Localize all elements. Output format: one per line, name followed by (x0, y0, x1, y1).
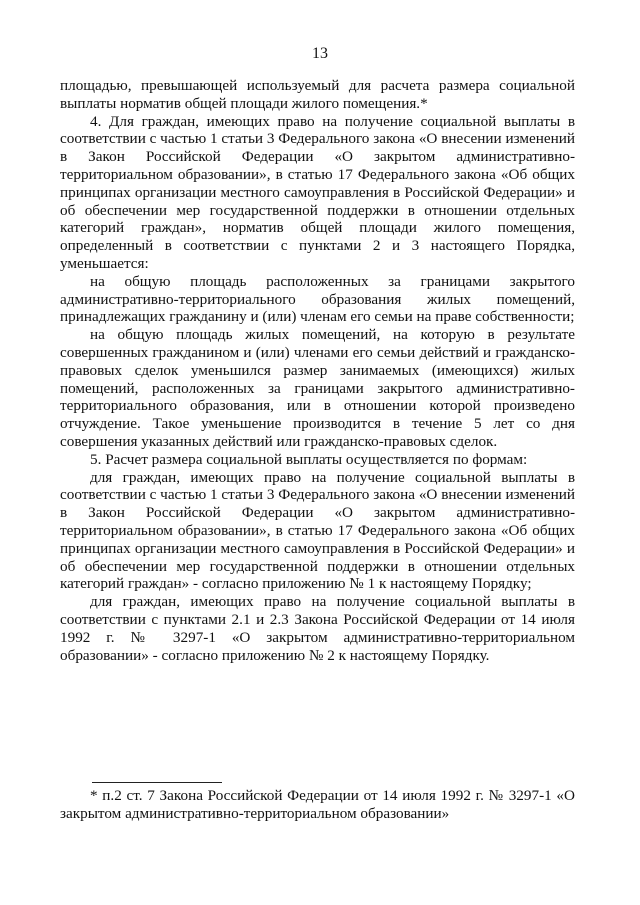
footnote-separator (92, 782, 222, 783)
paragraph-form-appendix-1: для граждан, имеющих право на получение социальной выплаты в соответствии с частью 1 статьи 3 Федерального закона «О внесении изменений в Закон Российской Федерации «О закрытом административно-территориальном образовании», в статью 17 Федерального закона «Об общих принципах организации местного самоуправления в Российской Федерации» и об обеспечении мер государственной поддержки в отношении отдельных категорий граждан» - согласно приложению № 1 к настоящему Порядку; (60, 468, 575, 593)
paragraph-reduction-transactions: на общую площадь жилых помещений, на которую в результате совершенных гражданином и (или) членами его семьи действий и гражданско-правовых сделок уменьшился размер занимаемых (имеющихся) жилых помещений, расположенных за границами закрытого административно-территориального образования, или в отношении которой произведено отчуждение. Такое уменьшение производится в течение 5 лет со дня совершения указанных действий или гражданско-правовых сделок. (60, 326, 575, 450)
page-number: 13 (312, 45, 328, 62)
paragraph-item-5: 5. Расчет размера социальной выплаты осуществляется по формам: (90, 450, 528, 468)
paragraph-item-4: 4. Для граждан, имеющих право на получение социальной выплаты в соответствии с частью 1 статьи 3 Федерального закона «О внесении изменений в Закон Российской Федерации «О закрытом административно-территориальном образовании», в статью 17 Федерального закона «Об общих принципах организации местного самоуправления в Российской Федерации» и об обеспечении мер государственной поддержки в отношении отдельных категорий граждан», норматив общей площади жилого помещения, определенный в соответствии с пунктами 2 и 3 настоящего Порядка, уменьшается: (60, 112, 575, 272)
paragraph-continuation: площадью, превышающей используемый для расчета размера социальной выплаты норматив общей площади жилого помещения.* (60, 77, 575, 112)
paragraph-reduction-area-outside: на общую площадь расположенных за границами закрытого административно-территориального образования жилых помещений, принадлежащих гражданину и (или) членам его семьи на праве собственности; (60, 272, 575, 326)
footnote (60, 787, 575, 823)
footnote-text: * п.2 ст. 7 Закона Российской Федерации от 14 июля 1992 г. № 3297-1 «О закрытом административно-территориальном образовании» (60, 787, 575, 822)
paragraph-form-appendix-2: для граждан, имеющих право на получение социальной выплаты в соответствии с пунктами 2.1 и 2.3 Закона Российской Федерации от 14 июля 1992 г. № 3297-1 «О закрытом административно-территориальном образовании» - согласно приложению № 2 к настоящему Порядку. (60, 593, 575, 664)
body-text (60, 77, 575, 664)
